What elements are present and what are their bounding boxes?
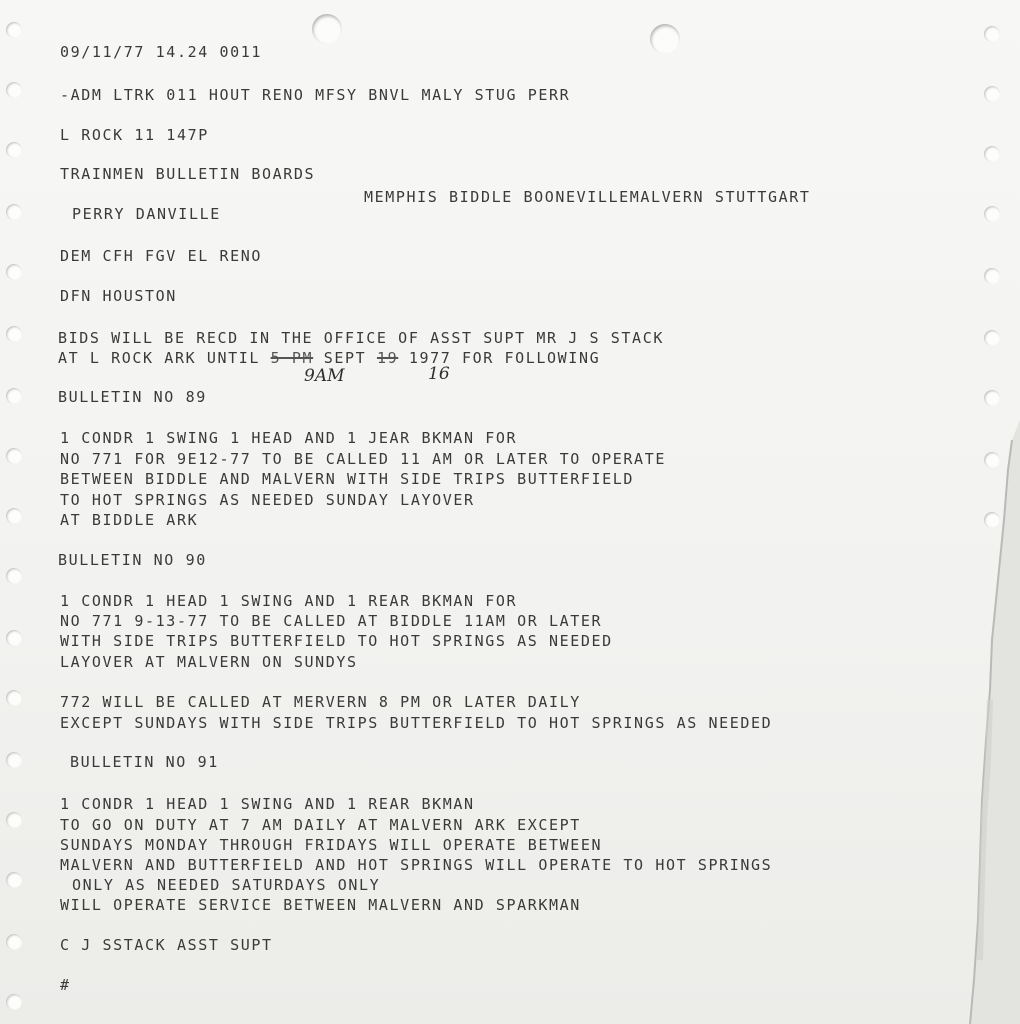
- bulletin-line: 772 WILL BE CALLED AT MERVERN 8 PM OR LATER DAILY: [60, 693, 581, 711]
- bulletin-line: WITH SIDE TRIPS BUTTERFIELD TO HOT SPRINGS AS NEEDED: [60, 632, 613, 650]
- addressee-line-continued: MEMPHIS BIDDLE BOONEVILLEMALVERN STUTTGART: [364, 188, 811, 206]
- feed-hole: [6, 22, 22, 38]
- bulletin-line: NO 771 FOR 9E12-77 TO BE CALLED 11 AM OR LATER TO OPERATE: [60, 450, 666, 468]
- bulletin-line: BETWEEN BIDDLE AND MALVERN WITH SIDE TRIPS BUTTERFIELD: [60, 470, 635, 488]
- feed-hole: [6, 508, 22, 524]
- punch-hole-left: [312, 14, 342, 44]
- signature-line: C J SSTACK ASST SUPT: [60, 936, 273, 954]
- struck-time: 5 PM: [270, 349, 314, 367]
- addressee-line: DFN HOUSTON: [60, 287, 177, 305]
- bulletin-line: NO 771 9-13-77 TO BE CALLED AT BIDDLE 11AM OR LATER: [60, 612, 603, 630]
- bulletin-line: WILL OPERATE SERVICE BETWEEN MALVERN AND SPARKMAN: [60, 896, 581, 914]
- bulletin-line: AT BIDDLE ARK: [60, 511, 199, 529]
- feed-hole: [6, 82, 22, 98]
- intro-text: SEPT: [313, 349, 377, 367]
- bulletin-line: 1 CONDR 1 SWING 1 HEAD AND 1 JEAR BKMAN FOR: [60, 429, 518, 447]
- bulletin-line: MALVERN AND BUTTERFIELD AND HOT SPRINGS WILL OPERATE TO HOT SPRINGS: [60, 856, 773, 874]
- punch-hole-right: [650, 24, 680, 54]
- bulletin-line: EXCEPT SUNDAYS WITH SIDE TRIPS BUTTERFIELD TO HOT SPRINGS AS NEEDED: [60, 714, 773, 732]
- bulletin-line: LAYOVER AT MALVERN ON SUNDYS: [60, 653, 358, 671]
- datetime-line: 09/11/77 14.24 0011: [60, 43, 262, 61]
- bulletin-line: 1 CONDR 1 HEAD 1 SWING AND 1 REAR BKMAN: [60, 795, 475, 813]
- intro-text: AT L ROCK ARK UNTIL: [58, 349, 271, 367]
- torn-paper-edge: [950, 0, 1020, 1024]
- feed-hole: [6, 388, 22, 404]
- feed-hole: [6, 142, 22, 158]
- bulletin-heading: BULLETIN NO 90: [58, 551, 207, 569]
- feed-hole: [6, 812, 22, 828]
- bulletin-line: TO HOT SPRINGS AS NEEDED SUNDAY LAYOVER: [60, 491, 475, 509]
- bulletin-line: SUNDAYS MONDAY THROUGH FRIDAYS WILL OPERATE BETWEEN: [60, 836, 603, 854]
- handwritten-day: 16: [428, 364, 450, 384]
- routing-line: -ADM LTRK 011 HOUT RENO MFSY BNVL MALY STUG PERR: [60, 86, 571, 104]
- intro-line: BIDS WILL BE RECD IN THE OFFICE OF ASST SUPT MR J S STACK: [58, 329, 664, 347]
- feed-hole: [6, 630, 22, 646]
- feed-hole: [6, 448, 22, 464]
- feed-hole: [6, 264, 22, 280]
- struck-day: 19: [376, 349, 399, 367]
- end-mark: #: [60, 976, 71, 994]
- feed-hole: [6, 872, 22, 888]
- addressee-line: PERRY DANVILLE: [72, 205, 221, 223]
- feed-hole: [6, 752, 22, 768]
- origin-line: L ROCK 11 147P: [60, 126, 209, 144]
- intro-deadline-line: [58, 348, 600, 368]
- bulletin-line: 1 CONDR 1 HEAD 1 SWING AND 1 REAR BKMAN FOR: [60, 592, 518, 610]
- feed-hole: [6, 568, 22, 584]
- intro-text: 1977 FOR FOLLOWING: [398, 349, 601, 367]
- feed-hole: [6, 326, 22, 342]
- feed-hole: [6, 204, 22, 220]
- addressee-line: DEM CFH FGV EL RENO: [60, 247, 262, 265]
- feed-hole: [6, 994, 22, 1010]
- bulletin-line: TO GO ON DUTY AT 7 AM DAILY AT MALVERN ARK EXCEPT: [60, 816, 581, 834]
- feed-hole: [6, 690, 22, 706]
- bulletin-heading: BULLETIN NO 91: [70, 753, 219, 771]
- addressee-line: TRAINMEN BULLETIN BOARDS: [60, 165, 316, 183]
- feed-hole: [6, 934, 22, 950]
- bulletin-heading: BULLETIN NO 89: [58, 388, 207, 406]
- bulletin-line: ONLY AS NEEDED SATURDAYS ONLY: [72, 876, 381, 894]
- handwritten-time: 9AM: [304, 366, 345, 386]
